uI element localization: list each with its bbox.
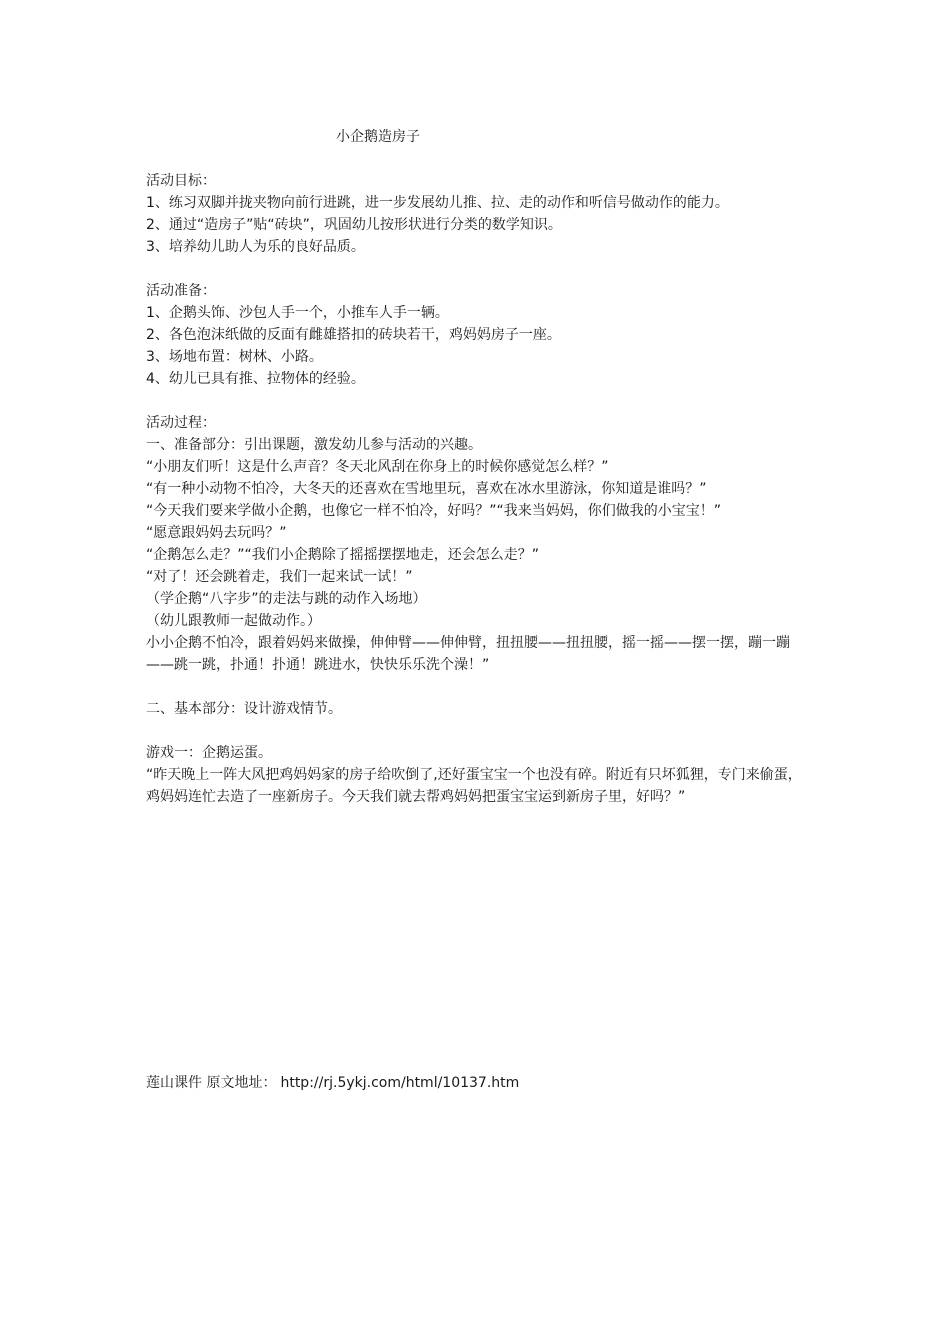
footer-source: 莲山课件 原文地址： [146, 1075, 277, 1091]
process-item: 一、准备部分：引出课题，激发幼儿参与活动的兴趣。 [146, 437, 482, 453]
preparation-item: 2、各色泡沫纸做的反面有雌雄搭扣的砖块若干，鸡妈妈房子一座。 [146, 327, 561, 343]
goals-heading: 活动目标： [146, 173, 216, 189]
goal-item: 1、练习双脚并拢夹物向前行进跳，进一步发展幼儿推、拉、走的动作和听信号做动作的能力。 [146, 195, 729, 211]
process-item: （学企鹅“八字步”的走法与跳的动作入场地） [146, 591, 427, 607]
game1-text: “昨天晚上一阵大风把鸡妈妈家的房子给吹倒了,还好蛋宝宝一个也没有碎。附近有只坏狐狸，专门来偷蛋，鸡妈妈连忙去造了一座新房子。今天我们就去帮鸡妈妈把蛋宝宝运到新房子里，好吗？” [146, 767, 802, 805]
process-heading: 活动过程： [146, 415, 216, 431]
section-gap [146, 720, 814, 742]
footer-url[interactable]: http://rj.5ykj.com/html/10137.htm [280, 1075, 520, 1091]
goal-item: 3、培养幼儿助人为乐的良好品质。 [146, 239, 365, 255]
section-gap [146, 390, 814, 412]
process-item: “愿意跟妈妈去玩吗？” [146, 525, 287, 541]
process-item: “有一种小动物不怕冷，大冬天的还喜欢在雪地里玩，喜欢在冰水里游泳，你知道是谁吗？” [146, 481, 707, 497]
preparation-item: 3、场地布置：树林、小路。 [146, 349, 323, 365]
goal-item: 2、通过“造房子”贴“砖块”，巩固幼儿按形状进行分类的数学知识。 [146, 217, 562, 233]
game1-heading: 游戏一：企鹅运蛋。 [146, 745, 272, 761]
process-item: “小朋友们听！这是什么声音？冬天北风刮在你身上的时候你感觉怎么样？” [146, 459, 609, 475]
process-item: “今天我们要来学做小企鹅，也像它一样不怕冷，好吗？”“我来当妈妈，你们做我的小宝宝！” [146, 503, 722, 519]
process-item: （幼儿跟教师一起做动作。） [146, 613, 321, 629]
basic-heading: 二、基本部分：设计游戏情节。 [146, 701, 342, 717]
process-item: 小小企鹅不怕冷，跟着妈妈来做操，伸伸臂——伸伸臂，扭扭腰——扭扭腰，摇一摇——摆一摆，蹦一蹦——跳一跳，扑通！扑通！跳进水，快快乐乐洗个澡！” [146, 635, 790, 673]
document-body [146, 126, 814, 808]
section-gap [146, 258, 814, 280]
process-item: “对了！还会跳着走，我们一起来试一试！” [146, 569, 413, 585]
preparation-item: 4、幼儿已具有推、拉物体的经验。 [146, 371, 365, 387]
section-gap [146, 676, 814, 698]
document-footer [146, 1072, 519, 1094]
document-title: 小企鹅造房子 [336, 129, 420, 145]
preparation-item: 1、企鹅头饰、沙包人手一个，小推车人手一辆。 [146, 305, 449, 321]
process-item: “企鹅怎么走？”“我们小企鹅除了摇摇摆摆地走，还会怎么走？” [146, 547, 540, 563]
preparation-heading: 活动准备： [146, 283, 216, 299]
